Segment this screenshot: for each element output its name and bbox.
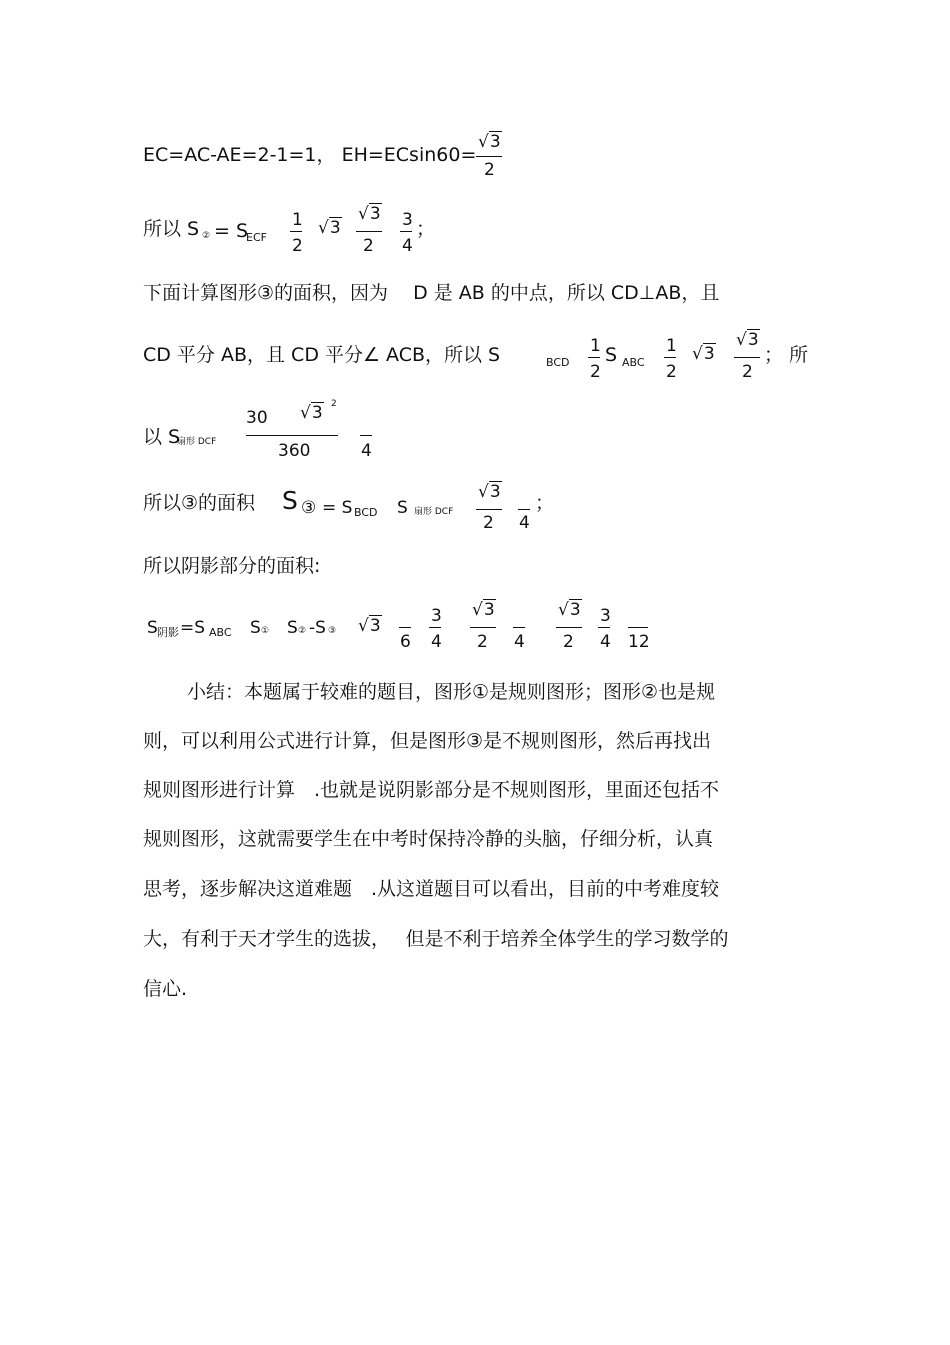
fraction-bar [290,231,302,232]
radicand: 3 [703,344,715,364]
fraction-bar [246,435,338,436]
radicand: 3 [489,482,501,502]
fraction-bar [476,156,502,157]
sqrt: √3 [358,616,381,636]
numerator: 3 [431,606,442,626]
subscript: BCD [354,506,378,519]
denominator-360: 360 [278,441,311,461]
fraction-bar [476,509,502,510]
summary-line-7: 信心. [143,978,188,1000]
subscript: 阴影 [157,626,179,639]
radicand: 3 [329,218,341,238]
fraction-bar [598,627,610,628]
s2: S [287,618,298,638]
radicand: 3 [311,403,323,423]
line6-lead: 所以③的面积 [143,492,256,514]
line4-text: CD 平分 AB，且 CD 平分∠ ACB，所以 S [143,344,501,366]
fraction-bar [356,231,382,232]
denominator: 2 [363,236,374,256]
radicand: 3 [489,132,501,152]
sqrt: √3 [478,482,501,502]
numerator: 3 [600,606,611,626]
line-ec-eh: EC=AC-AE=2-1=1， EH=ECsin60= [143,144,477,166]
denominator: 6 [400,632,411,652]
denominator: 4 [361,441,372,461]
radicand: 3 [369,204,381,224]
summary-line-3: 规则图形进行计算 .也就是说阴影部分是不规则图形，里面还包括不 [143,779,720,801]
minus-s: -S [309,618,326,638]
denominator: 4 [431,632,442,652]
sqrt: √3 [478,132,501,152]
line4-end: ； 所 [764,344,809,366]
denominator: 12 [628,632,650,652]
numerator: 1 [292,210,303,230]
subscript: ABC [209,626,232,639]
fraction-bar [734,357,760,358]
numerator: 1 [590,336,601,356]
denominator: 2 [590,362,601,382]
line7-text: 所以阴影部分的面积: [143,555,321,577]
equals-s: =S [180,618,206,638]
semicolon: ； [535,492,555,514]
subscript: ECF [246,231,267,244]
radicand: 3 [569,600,581,620]
subscript: ② [202,231,211,241]
denominator: 2 [292,236,303,256]
fraction-bar [513,627,525,628]
numerator: 3 [402,210,413,230]
denominator: 4 [600,632,611,652]
exponent: 2 [331,399,337,409]
numerator: 1 [666,336,677,356]
line2-lead: 所以 S [143,218,200,240]
fraction-bar [518,509,530,510]
denominator: 4 [519,513,530,533]
denominator: 2 [483,513,494,533]
line3-text: 下面计算图形③的面积，因为 D 是 AB 的中点，所以 CD⊥AB，且 [143,282,720,304]
s-abc: S [605,344,618,366]
sqrt: √3 [358,204,381,224]
denominator: 2 [666,362,677,382]
sqrt: √3 [472,600,495,620]
sqrt: √3 [318,218,341,238]
radicand: 3 [369,616,381,636]
sqrt: √3 [300,403,323,423]
subscript: BCD [546,356,570,369]
big-s: S [282,486,298,515]
summary-line-5: 思考，逐步解决这道难题 .从这道题目可以看出，目前的中考难度较 [143,878,720,900]
denominator: 2 [477,632,488,652]
fraction-bar [360,435,372,436]
subscript: ① [261,626,270,636]
subscript: ③ [301,498,317,518]
numerator-30: 30 [246,408,268,428]
s1: S [250,618,261,638]
semicolon: ； [416,218,436,240]
subscript: 扇形 DCF [414,507,454,517]
summary-line-2: 则，可以利用公式进行计算，但是图形③是不规则图形，然后再找出 [143,730,712,752]
subscript: ABC [622,356,645,369]
sqrt: √3 [558,600,581,620]
summary-line-4: 规则图形，这就需要学生在中考时保持冷静的头脑，仔细分析，认真 [143,828,714,850]
radicand: 3 [483,600,495,620]
equals-s: = S [322,498,353,518]
fraction-bar [664,357,676,358]
summary-line-6: 大，有利于天才学生的选拔， 但是不利于培养全体学生的学习数学的 [143,928,729,950]
s: S [147,618,158,638]
fraction-bar [556,627,582,628]
equals-s: = S [214,220,249,242]
sqrt: √3 [736,330,759,350]
summary-line-1: 小结：本题属于较难的题目，图形①是规则图形；图形②也是规 [187,681,716,703]
radicand: 3 [747,330,759,350]
subscript: 扇形 DCF [177,437,217,447]
denominator: 4 [514,632,525,652]
subscript: ③ [328,626,337,636]
fraction-bar [429,627,441,628]
subscript: ② [298,626,307,636]
s2: S [397,498,408,518]
sqrt: √3 [692,344,715,364]
denominator: 2 [563,632,574,652]
fraction-bar [399,627,411,628]
fraction-bar [400,231,412,232]
denominator: 2 [742,362,753,382]
denominator: 2 [484,160,495,180]
fraction-bar [628,627,648,628]
line5-lead: 以 S [143,426,181,448]
fraction-bar [588,357,600,358]
denominator: 4 [402,236,413,256]
fraction-bar [470,627,496,628]
